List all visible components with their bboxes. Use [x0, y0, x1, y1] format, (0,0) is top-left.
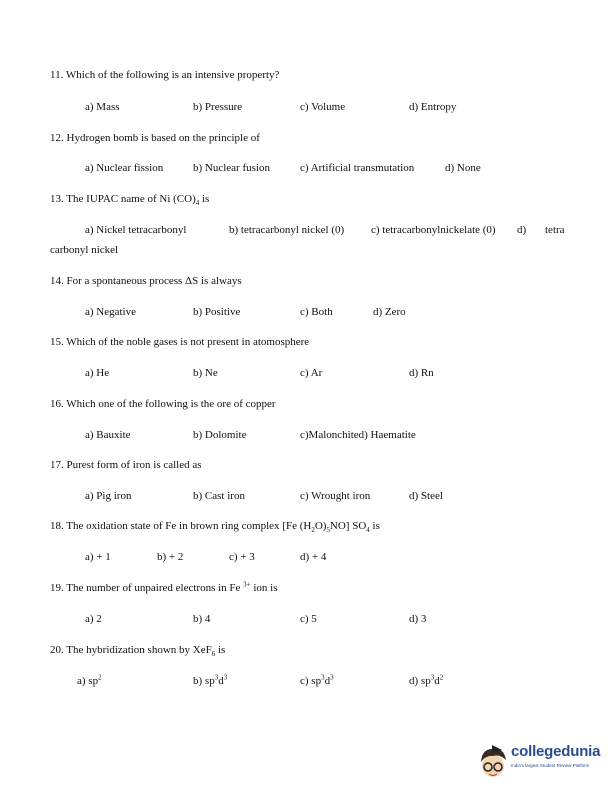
answer-option: [157, 551, 183, 564]
text: 13. The IUPAC name of Ni (CO): [50, 193, 196, 205]
text: carbonyl nickel: [50, 244, 119, 256]
text: is: [369, 520, 380, 532]
answer-option: [545, 224, 565, 237]
supscript: 3: [321, 673, 325, 682]
answer-option: [373, 306, 406, 319]
answer-option: [193, 306, 240, 319]
text: d) Rn: [409, 367, 434, 379]
answer-option: [300, 429, 416, 442]
text: b) Positive: [193, 306, 241, 318]
answer-option: [409, 613, 426, 626]
text: d) 3: [409, 613, 427, 625]
answer-option: [300, 101, 345, 114]
question-text: [50, 520, 380, 533]
answer-option: [85, 429, 131, 442]
text: a) Bauxite: [85, 429, 131, 441]
answer-option: [193, 613, 210, 626]
answer-option: [229, 551, 255, 564]
text: 16. Which one of the following is the ore of copper: [50, 398, 276, 410]
answer-option: [85, 551, 111, 564]
text: d) + 4: [300, 551, 327, 563]
answer-option: [229, 224, 344, 237]
answer-option: [77, 675, 102, 688]
answer-option: [300, 306, 333, 319]
text: c) Both: [300, 306, 333, 318]
answer-option: [193, 429, 246, 442]
supscript: 3: [330, 673, 334, 682]
text: c) 5: [300, 613, 317, 625]
text: c) Wrought iron: [300, 490, 371, 502]
text: b) Nuclear fusion: [193, 162, 270, 174]
answer-option: [409, 101, 456, 114]
text: 18. The oxidation state of Fe in brown ring complex [Fe (H: [50, 520, 312, 532]
answer-option: [85, 101, 120, 114]
text: 20. The hybridization shown by XeF: [50, 644, 212, 656]
logo-wordmark: collegedunia: [511, 743, 601, 760]
subscript: 5: [326, 526, 330, 535]
text: a) Nickel tetracarbonyl: [85, 224, 187, 236]
question-text: [50, 193, 209, 206]
supscript: 3: [223, 673, 228, 682]
text: is: [199, 193, 210, 205]
mascot-icon: [478, 742, 510, 782]
subscript: 6: [211, 650, 216, 659]
subscript: 2: [311, 526, 315, 535]
text: c) Artificial transmutation: [300, 162, 415, 174]
text: 17. Purest form of iron is called as: [50, 459, 202, 471]
text: d) Entropy: [409, 101, 457, 113]
answer-option: [300, 367, 322, 380]
text: b) sp: [193, 675, 215, 687]
text: tetra: [545, 224, 565, 236]
supscript: 3+: [243, 580, 251, 589]
answer-option: [300, 551, 326, 564]
supscript: 2: [98, 673, 102, 682]
text: a) sp: [77, 675, 99, 687]
question-text: [50, 398, 276, 411]
text: b) 4: [193, 613, 211, 625]
answer-option: [85, 224, 186, 237]
answer-option: [300, 490, 370, 503]
text: d: [434, 675, 440, 687]
supscript: 2: [439, 673, 444, 682]
question-text: [50, 336, 309, 349]
text: a) Mass: [85, 101, 120, 113]
text: b) Cast iron: [193, 490, 245, 502]
text: d: [324, 675, 331, 687]
subscript: 4: [195, 199, 200, 208]
text: a) He: [85, 367, 110, 379]
text: a) 2: [85, 613, 102, 625]
question-text: [50, 132, 260, 145]
answer-option: [193, 162, 270, 175]
answer-option: [85, 306, 136, 319]
answer-option: [193, 490, 245, 503]
text: d) Zero: [373, 306, 406, 318]
text: c)Malonchited) Haematite: [300, 429, 416, 441]
question-text: [50, 459, 202, 472]
collegedunia-logo: [478, 742, 608, 782]
text: b) + 2: [157, 551, 184, 563]
answer-option: [85, 613, 102, 626]
answer-option: [371, 224, 496, 237]
text: b) tetracarbonyl nickel (0): [229, 224, 345, 236]
text: d) Steel: [409, 490, 443, 502]
logo-tagline: India's largest Student Review Platform: [511, 763, 590, 768]
text: 11. Which of the following is an intensive property?: [50, 69, 280, 81]
text: b) Ne: [193, 367, 218, 379]
text: c) sp: [300, 675, 322, 687]
text: d: [218, 675, 224, 687]
text: NO] SO: [329, 520, 367, 532]
answer-option: [300, 162, 414, 175]
answer-option: [50, 244, 118, 257]
supscript: 3: [214, 673, 219, 682]
answer-option: [517, 224, 526, 237]
answer-option: [409, 675, 443, 688]
text: 14. For a spontaneous process ΔS is always: [50, 275, 242, 287]
text: O): [314, 520, 327, 532]
text: d): [517, 224, 527, 236]
text: 15. Which of the noble gases is not present in atomosphere: [50, 336, 310, 348]
text: c) + 3: [229, 551, 255, 563]
text: b) Pressure: [193, 101, 243, 113]
text: 19. The number of unpaired electrons in Fe: [50, 582, 244, 594]
text: b) Dolomite: [193, 429, 247, 441]
text: is: [215, 644, 226, 656]
answer-option: [193, 367, 218, 380]
text: a) Nuclear fission: [85, 162, 164, 174]
question-text: [50, 582, 278, 595]
answer-option: [409, 490, 443, 503]
text: c) tetracarbonylnickelate (0): [371, 224, 496, 236]
text: a) Pig iron: [85, 490, 132, 502]
text: 12. Hydrogen bomb is based on the principle of: [50, 132, 260, 144]
answer-option: [85, 162, 163, 175]
subscript: 4: [366, 526, 370, 535]
text: c) Volume: [300, 101, 346, 113]
answer-option: [300, 613, 317, 626]
text: ion is: [250, 582, 278, 594]
text: d) sp: [409, 675, 431, 687]
supscript: 3: [430, 673, 435, 682]
answer-option: [445, 162, 481, 175]
answer-option: [300, 675, 334, 688]
answer-option: [193, 101, 242, 114]
text: d) None: [445, 162, 481, 174]
text: a) Negative: [85, 306, 136, 318]
question-text: [50, 644, 225, 657]
text: a) + 1: [85, 551, 111, 563]
text: c) Ar: [300, 367, 323, 379]
answer-option: [193, 675, 227, 688]
question-text: [50, 275, 242, 288]
answer-option: [409, 367, 434, 380]
answer-option: [85, 490, 131, 503]
answer-option: [85, 367, 109, 380]
question-text: [50, 69, 279, 82]
